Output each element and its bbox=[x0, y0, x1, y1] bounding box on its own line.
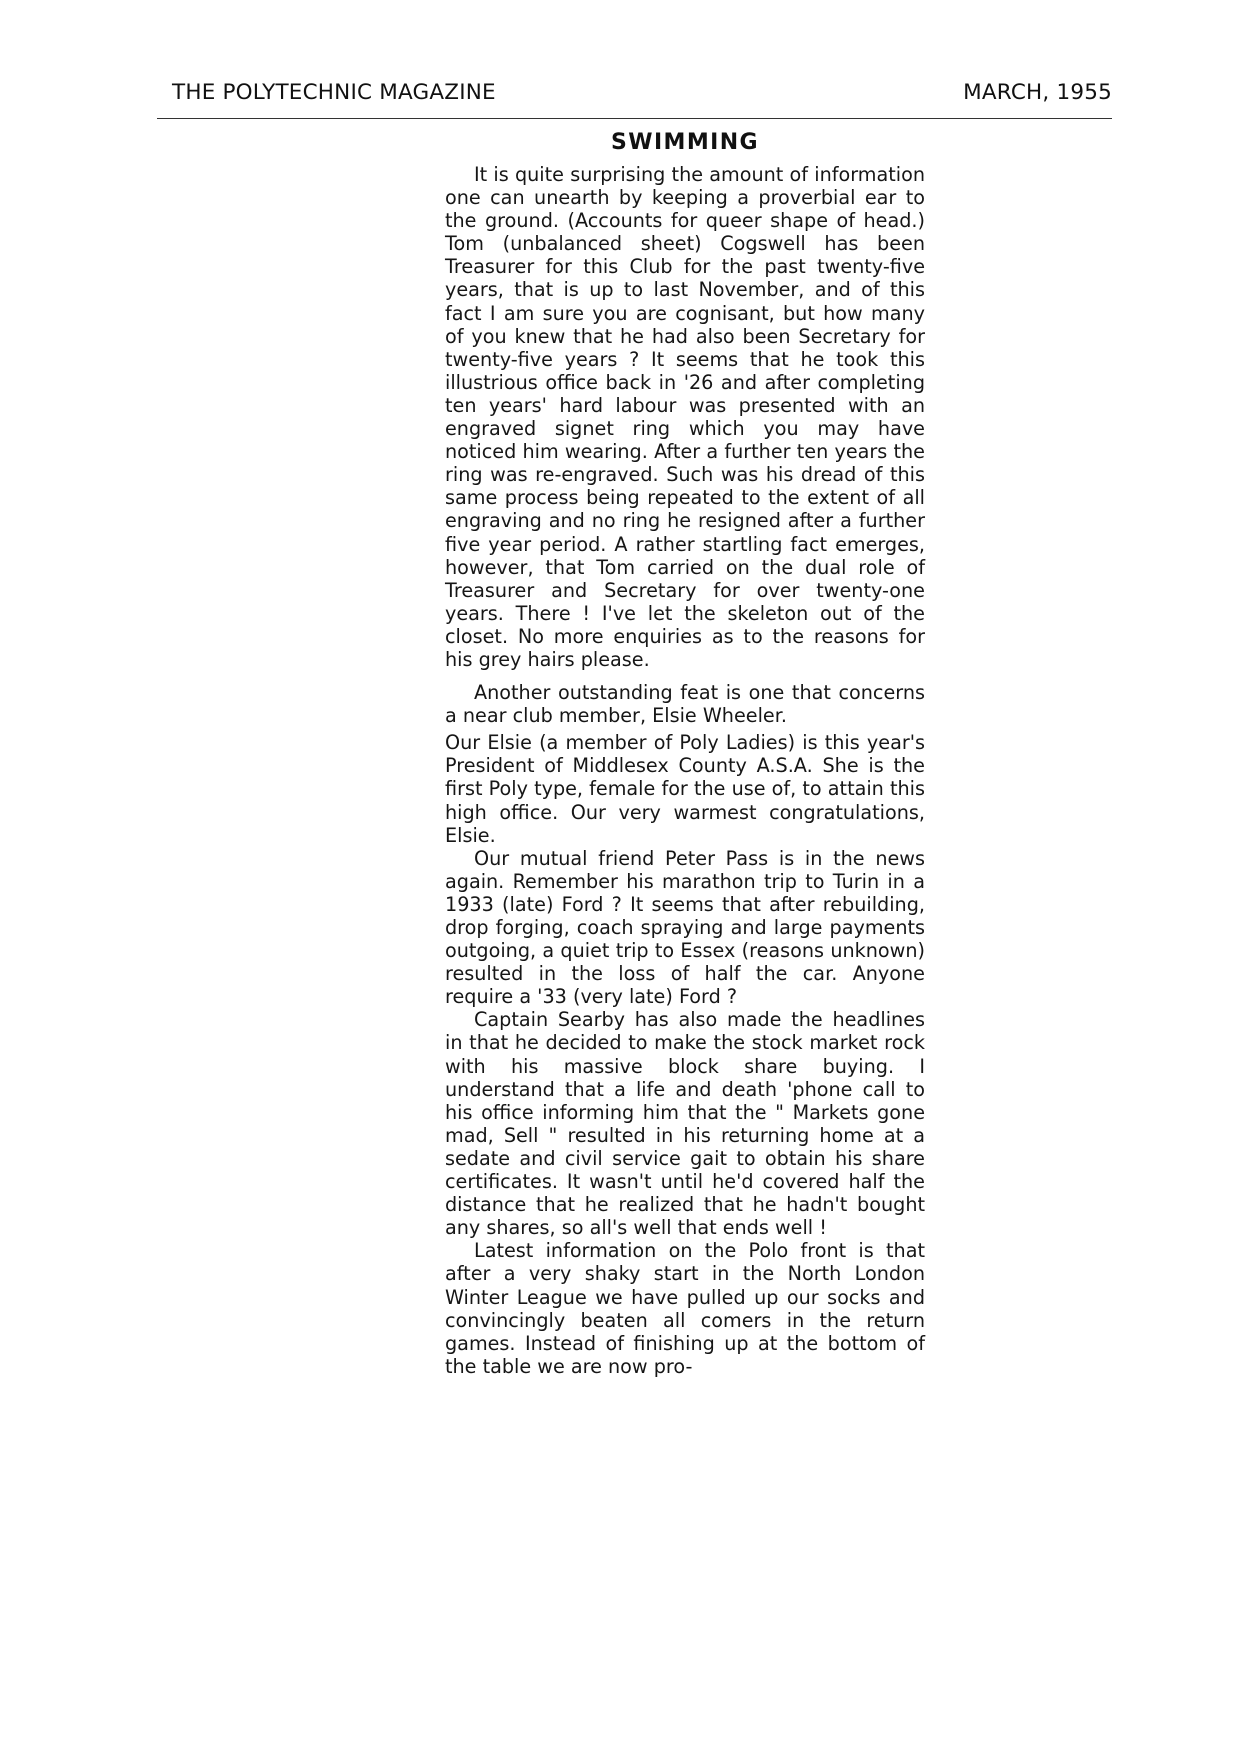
paragraph: Our mutual friend Peter Pass is in the news again. Remember his marathon trip to Turin in a 1933 (late) Ford ? It seems that after rebuilding, drop forging, coach spraying and large payments outgoing, a quiet trip to Essex (reasons unknown) resulted in the loss of half the car. Anyone require a '33 (very late) Ford ? bbox=[445, 846, 925, 1009]
issue-date: MARCH, 1955 bbox=[963, 80, 1112, 105]
header-rule bbox=[157, 118, 1112, 119]
article-title: SWIMMING bbox=[611, 130, 759, 155]
paragraph: Captain Searby has also made the headlines in that he decided to make the stock market rock with his massive block share buying. I understand that a life and death 'phone call to his office informing him that the " Markets gone mad, Sell " resulted in his returning home at a sedate and civil service gait to obtain his share certificates. It wasn't until he'd covered half the distance that he realized that he hadn't bought any shares, so all's well that ends well ! bbox=[445, 1008, 925, 1240]
paragraph: Latest information on the Polo front is that after a very shaky start in the North London Winter League we have pulled up our socks and convincingly beaten all comers in the return games. Instead of finishing up at the bottom of the table we are now pro- bbox=[445, 1239, 925, 1378]
paragraph: Another outstanding feat is one that concerns a near club member, Elsie Wheeler. bbox=[445, 681, 925, 728]
article-body bbox=[445, 163, 925, 1378]
paragraph: Our Elsie (a member of Poly Ladies) is this year's President of Middlesex County A.S.A. She is the first Poly type, female for the use of, to attain this high office. Our very warmest congratulations, Elsie. bbox=[445, 731, 925, 847]
paragraph: It is quite surprising the amount of information one can unearth by keeping a proverbial ear to the ground. (Accounts for queer shape of head.) Tom (unbalanced sheet) Cogswell has been Treasurer for this Club for the past twenty-five years, that is up to last November, and of this fact I am sure you are cognisant, but how many of you knew that he had also been Secretary for twenty-five years ? It seems that he took this illustrious office back in '26 and after completing ten years' hard labour was presented with an engraved signet ring which you may have noticed him wearing. After a further ten years the ring was re-engraved. Such was his dread of this same process being repeated to the extent of all engraving and no ring he resigned after a further five year period. A rather startling fact emerges, however, that Tom carried on the dual role of Treasurer and Secretary for over twenty-one years. There ! I've let the skeleton out of the closet. No more enquiries as to the reasons for his grey hairs please. bbox=[445, 163, 925, 671]
magazine-title: THE POLYTECHNIC MAGAZINE bbox=[172, 80, 496, 105]
running-head bbox=[172, 80, 1112, 110]
